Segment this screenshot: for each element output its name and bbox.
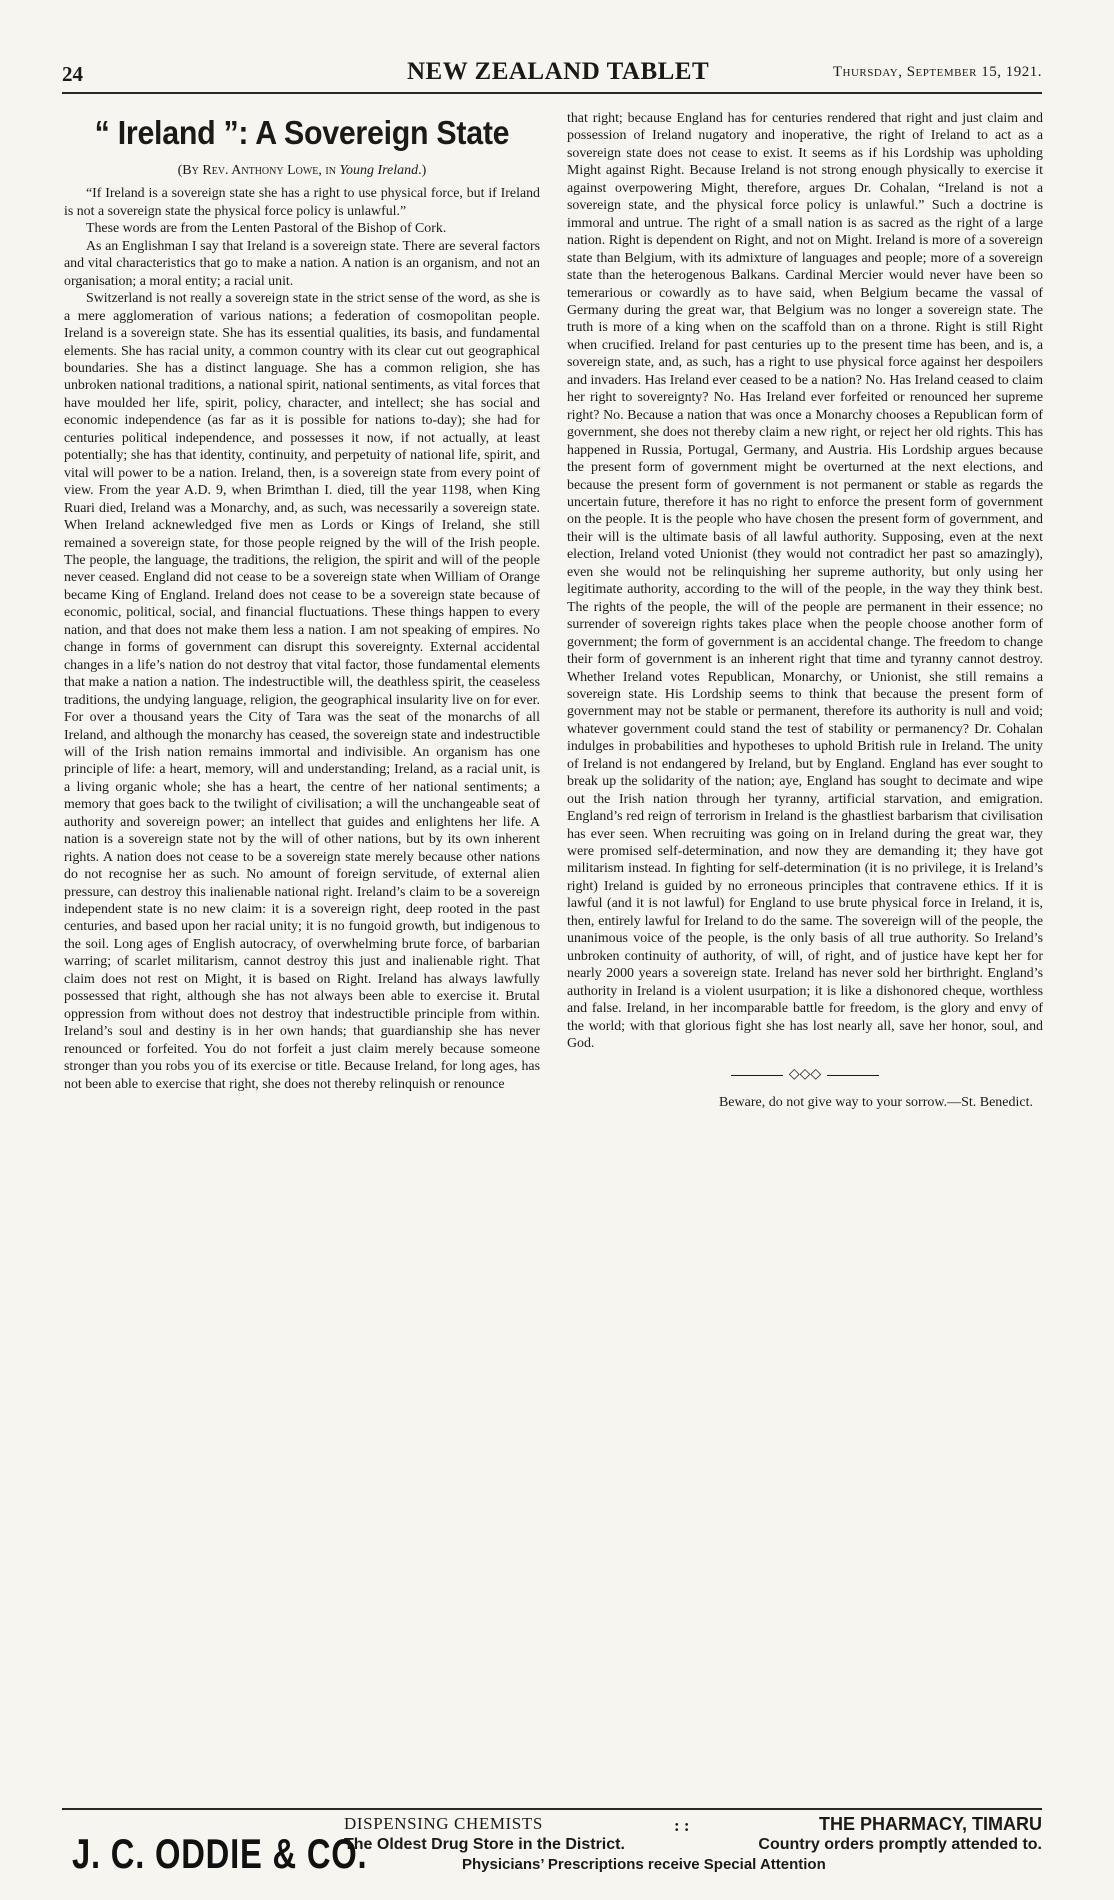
paragraph: that right; because England has for centuries rendered that right and just claim and possession of Ireland nugatory and inoperative, the right of Ireland to act as a sovereign state does not cease to exist. It seems as if his Lordship was upholding Might against Right. Because Ireland is not strong enough physically to exercise it against overpowering Might, therefore, argues Dr. Cohalan, “Ireland is not a sovereign state, and the physical force policy is unlawful.” Such a doctrine is immoral and untrue. The right of a small nation is as sacred as the right of a large nation. Right is dependent on Right, and not on Might. Ireland is more of a sovereign state than Belgium, with its admixture of languages and people; more of a sovereign state than the heterogenous Balkans. Cardinal Mercier would never have been so temerarious or cowardly as to have said, when Belgium became the vassal of Germany during the great war, that Belgium was no longer a sovereign state. The truth is more of a king when on the scaffold than on a throne. Right is still Right when crucified. Ireland for past centuries up to the present time has been, and is, a sovereign state, and, as such, has a right to use physical force against her despoilers and invaders. Has Ireland ever ceased to be a nation? No. Has Ireland ceased to claim her right to sovereignty? No. Has Ireland ever forfeited or renounced her supreme right? No. Because a nation that was once a Monarchy chooses a Republican form of government, she does not thereby claim a new right, or reject her old rights. This has happened in Russia, Portugal, Germany, and Austria. His Lordship argues because the present form of government might be overturned at the next elections, and because the present form of government is not permanent or stable as regards the uncertain future, therefore it has no right to enforce the present form of government on the people. It is the people who have chosen the present form of government, and their will is the ultimate basis of all lawful authority. Supposing, even at the next election, Ireland voted Unionist (they would not contradict her past so amazingly), even she would not be relinquishing her supreme authority, but only using her legitimate authority, according to the will of the people, in the way they think best. The rights of the people, the will of the people are permanent in their essence; no surrender of sovereign rights takes place when the people choose another form of government; the form of government is an accidental change. The freedom to change their form of government is an inherent right that time and tyranny cannot destroy. Whether Ireland votes Republican, Monarchy, or Unionist, she still remains a sovereign state. His Lordship seems to think that because the present form of government may not be stable or permanent, therefore its authority is null and void; whatever government could stand the test of stability or permanency? Dr. Cohalan indulges in probabilities and hypotheses to uphold British rule in Ireland. The unity of Ireland is not endangered by Ireland, but by England. England has ever sought to break up the solidarity of the nation; aye, England has sought to decimate and wipe out the Irish nation through her tyranny, artificial starvation, and emigration. England’s red reign of terrorism in Ireland is the ghastliest barbarism that civilisation has ever seen. When recruiting was going on in Ireland during the great war, they were promised self-determination, and now they are demanding it; they have got militarism instead. In fighting for self-determination (it is no privilege, it is Ireland’s right) Ireland is guided by no erroneous principles that contravene ethics. If it is lawful (and it is not lawful) for England to use brute physical force in Ireland, it is, then, entirely lawful for Ireland to do the same. The sovereign will of the people, the unanimous voice of the people, is the only basis of all true authority. So Ireland’s unbroken continuity of authority, of will, of right, and of justice have kept her for nearly 2000 years a sovereign state. Ireland has never sold her birthright. England’s authority in Ireland is a violent usurpation; it is like a dishonored cheque, worthless and false. Ireland, in her incomparable battle for freedom, is the glory and envy of the world; with that glorious fight she has lost nearly all, save her honor, soul, and God. [567, 111, 1043, 1052]
article-left-column [64, 110, 540, 1093]
paper-name: NEW ZEALAND TABLET [407, 58, 710, 85]
header-rule [62, 92, 1042, 94]
paragraph: These words are from the Lenten Pastoral of the Bishop of Cork. [86, 221, 447, 237]
article-right-column [567, 110, 1043, 1111]
article-byline [64, 162, 540, 179]
byline-prefix: (By Rev. Anthony Lowe, in [177, 163, 340, 178]
issue-date: Thursday, September 15, 1921. [832, 64, 1042, 80]
ad-dispensing-chemists: DISPENSING CHEMISTS [344, 1814, 543, 1833]
ad-pharmacy-location: THE PHARMACY, TIMARU [819, 1814, 1042, 1834]
byline-suffix: .) [418, 163, 427, 178]
separator-line [827, 1075, 879, 1076]
byline-source: Young Ireland [339, 163, 419, 178]
advertisement [62, 1812, 1042, 1884]
paragraph: “If Ireland is a sovereign state she has a right to use physical force, but if Ireland is not a sovereign state the physical force policy is unlawful.” [64, 186, 540, 219]
ad-physicians-prescriptions: Physicians’ Prescriptions receive Special Attention [462, 1856, 826, 1873]
footer-rule [62, 1808, 1042, 1810]
ad-colon: : : [674, 1816, 690, 1835]
paragraph: As an Englishman I say that Ireland is a sovereign state. There are several factors and vital characteristics that go to make a nation. A nation is an organism, and not an organisation; a moral entity; a racial unit. [64, 238, 540, 289]
ad-oldest-drug-store: The Oldest Drug Store in the District. [344, 1836, 625, 1853]
section-separator [567, 1066, 1043, 1083]
ad-firm-name: J. C. ODDIE & CO. [72, 1830, 368, 1877]
masthead [62, 54, 1042, 94]
closing-quote: Beware, do not give way to your sorrow.—St. Benedict. [718, 1094, 1033, 1110]
ad-country-orders: Country orders promptly attended to. [758, 1836, 1042, 1853]
paragraph: Switzerland is not really a sovereign state in the strict sense of the word, as she is a mere agglomeration of various nations; a federation of cosmopolitan people. Ireland is a sovereign state. She has its essential qualities, its basis, and fundamental elements. She has racial unity, a common country with its clear cut out geographical boundaries. She has a distinct language. She has a common religion, she has unbroken national traditions, a national spirit, national sentiments, as vital forces that have moulded her life, spirit, policy, character, and intellect; she has social and economic independence (as far as it is possible for nations to-day); she had for centuries political independence, and possesses it now, if not actually, at least potentially; she has that identity, continuity, and perpetuity of national life, spirit, and vital will power to be a nation. Ireland, then, is a sovereign state from every point of view. From the year A.D. 9, when Brimthan I. died, till the year 1198, when King Ruari died, Ireland was a Monarchy, and, as such, was necessarily a sovereign state. When Ireland acknewledged five men as Lords or Kings of Ireland, she still remained a sovereign state, for those people reigned by the will of the Irish people. The people, the language, the traditions, the religion, the spirit and will of the people never ceased. England did not cease to be a sovereign state when William of Orange became King of England. Ireland does not cease to be a sovereign state because of economic, political, social, and financial fluctuations. These things happen to every nation, and that does not make them less a nation. I am not speaking of empires. No change in forms of government can disrupt this sovereignty. External accidental changes in a life’s nation do not destroy that vital factor, those fundamental elements that make a nation a nation. The indestructible will, the deathless spirit, the ceaseless traditions, the undying language, religion, the geographical insularity live on for ever. For over a thousand years the City of Tara was the seat of the monarchs of all Ireland, and although the monarchy has ceased, the sovereign state and indestructible will of the Irish nation remains immortal and indivisible. An organism has one principle of life: a heart, memory, will and understanding; Ireland, as a racial unit, is a living organic whole; she has a heart, the centre of her national sentiments; a memory that goes back to the twilight of civilisation; a will the unchangeable seat of authority and sovereign power; an intellect that guides and enlightens her life. A nation is a sovereign state not by the will of other nations, but by its own inherent rights. A nation does not cease to be a sovereign state merely because other nations do not recognise her as such. No amount of foreign servitude, of external alien pressure, can destroy this inalienable national right. Ireland’s claim to be a sovereign independent state is no new claim: it is a sovereign right, deep rooted in the past centuries, and based upon her racial unity; it is no fungoid growth, but indigenous to the soil. Long ages of English autocracy, of overwhelming brute force, of barbarian warring; of scarlet militarism, cannot destroy this just and inalienable right. That claim does not rest on Might, it is based on Right. Ireland has always lawfully possessed that right, although she has not always been able to exercise it. Brutal oppression from without does not destroy that indestructible principle from within. Ireland’s soul and destiny is in her own hands; that guardianship she has never renounced or forfeited. You do not forfeit a just claim merely because someone stronger than you robs you of its exercise or title. Because Ireland, for long ages, has not been able to exercise that right, she does not thereby relinquish or renounce [64, 291, 540, 1092]
separator-line [731, 1075, 783, 1076]
article-title: “ Ireland ”: A Sovereign State [94, 114, 510, 151]
separator-ornament: ◇◇◇ [788, 1067, 822, 1083]
page-number: 24 [62, 62, 83, 86]
